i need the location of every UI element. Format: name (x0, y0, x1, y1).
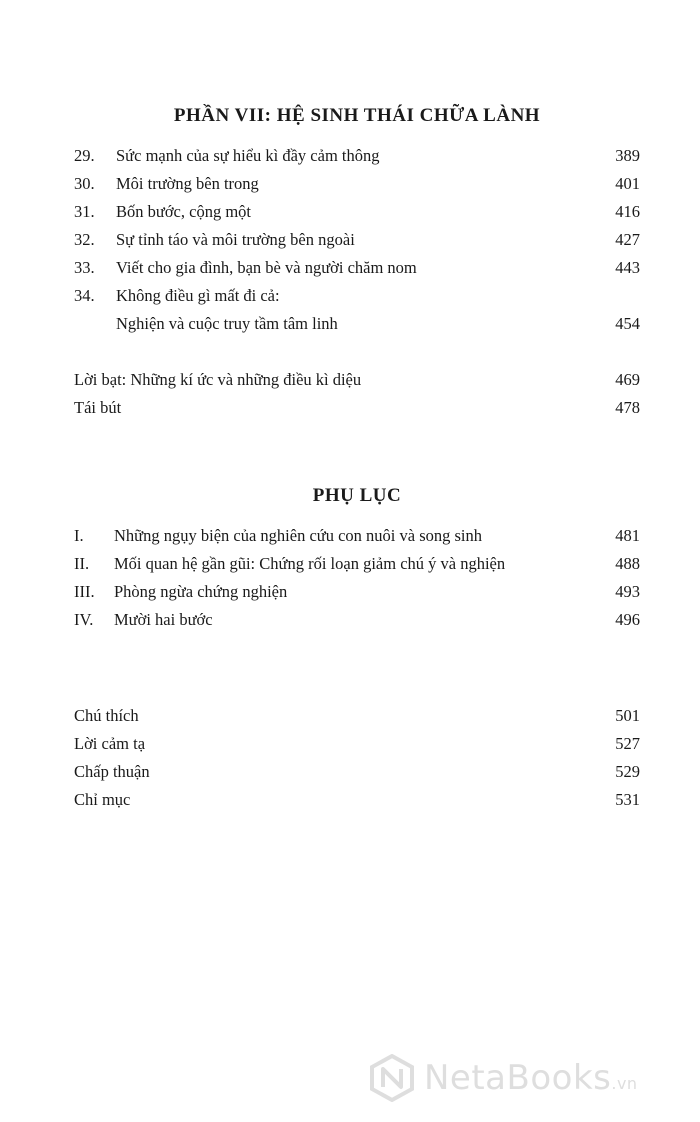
toc-entry-number: I. (74, 526, 84, 545)
toc-entry-page: 493 (615, 582, 640, 601)
toc-entry-page: 488 (615, 554, 640, 573)
appendix-section (74, 482, 640, 634)
toc-entry-page: 496 (615, 610, 640, 629)
toc-entry-34 (74, 282, 640, 310)
toc-entry-postscript (74, 394, 640, 422)
appendix-list (74, 522, 640, 634)
netabooks-logo-icon (368, 1054, 416, 1102)
toc-entry-page: 469 (615, 370, 640, 389)
toc-entry-subtitle: Nghiện và cuộc truy tầm tâm linh (116, 314, 338, 333)
toc-entry-page: 501 (615, 706, 640, 725)
toc-entry-title: Lời bạt: Những kí ức và những điều kì diệu (74, 370, 362, 389)
toc-entry-permissions (74, 758, 640, 786)
toc-entry-page: 427 (615, 230, 640, 249)
toc-entry-title: Tái bút (74, 398, 122, 417)
toc-entry-number: IV. (74, 610, 94, 629)
toc-entry-page: 529 (615, 762, 640, 781)
toc-entry-page: 389 (615, 146, 640, 165)
toc-entry-page: 531 (615, 790, 640, 809)
toc-entry-appendix-3 (74, 578, 640, 606)
toc-entry-title: Sự tỉnh táo và môi trường bên ngoài (116, 230, 355, 249)
toc-entry-title: Chấp thuận (74, 762, 150, 781)
toc-entry-29 (74, 142, 640, 170)
toc-entry-page: 527 (615, 734, 640, 753)
toc-entry-title: Mười hai bước (114, 610, 213, 629)
toc-entry-title: Phòng ngừa chứng nghiện (114, 582, 288, 601)
toc-entry-number: 32. (74, 230, 95, 249)
toc-entry-title: Chỉ mục (74, 790, 131, 809)
toc-entry-afterword (74, 366, 640, 394)
backmatter-section (74, 702, 640, 814)
part7-title: PHẦN VII: HỆ SINH THÁI CHỮA LÀNH (173, 105, 541, 126)
toc-entry-number: 30. (74, 174, 95, 193)
toc-entry-title: Những ngụy biện của nghiên cứu con nuôi và song sinh (114, 526, 482, 545)
watermark-brand: NetaBooks (424, 1058, 612, 1098)
toc-entry-page: 443 (615, 258, 640, 277)
toc-entry-title: Chú thích (74, 706, 139, 725)
toc-entry-title: Viết cho gia đình, bạn bè và người chăm nom (116, 258, 417, 277)
watermark-text (424, 1058, 638, 1098)
toc-entry-page: 416 (615, 202, 640, 221)
toc-entry-acknowledgements (74, 730, 640, 758)
toc-entry-title: Bốn bước, cộng một (116, 202, 251, 221)
part7-section (74, 102, 640, 338)
toc-entry-number: 33. (74, 258, 95, 277)
afterword-list (74, 366, 640, 422)
appendix-title: PHỤ LỤC (312, 485, 402, 506)
toc-entry-index (74, 786, 640, 814)
toc-entry-32 (74, 226, 640, 254)
toc-entry-title: Sức mạnh của sự hiểu kì đầy cảm thông (116, 146, 380, 165)
toc-entry-title: Lời cảm tạ (74, 734, 146, 753)
toc-entry-notes (74, 702, 640, 730)
toc-entry-34-continued (74, 310, 640, 338)
watermark-suffix: .vn (611, 1074, 638, 1093)
toc-entry-page: 454 (615, 314, 640, 333)
toc-entry-appendix-1 (74, 522, 640, 550)
toc-entry-31 (74, 198, 640, 226)
toc-entry-number: III. (74, 582, 95, 601)
toc-entry-page: 478 (615, 398, 640, 417)
toc-entry-appendix-4 (74, 606, 640, 634)
toc-entry-title: Không điều gì mất đi cả: (116, 286, 280, 305)
toc-entry-page: 401 (615, 174, 640, 193)
part7-list (74, 142, 640, 338)
backmatter-list (74, 702, 640, 814)
toc-entry-appendix-2 (74, 550, 640, 578)
toc-entry-number: 31. (74, 202, 95, 221)
toc-entry-page: 481 (615, 526, 640, 545)
toc-entry-number: II. (74, 554, 90, 573)
afterword-section (74, 366, 640, 422)
toc-entry-title: Môi trường bên trong (116, 174, 259, 193)
toc-entry-33 (74, 254, 640, 282)
toc-entry-number: 34. (74, 286, 95, 305)
toc-entry-30 (74, 170, 640, 198)
netabooks-watermark (368, 1052, 688, 1104)
toc-entry-title: Mối quan hệ gần gũi: Chứng rối loạn giảm chú ý và nghiện (114, 554, 506, 573)
toc-entry-number: 29. (74, 146, 95, 165)
